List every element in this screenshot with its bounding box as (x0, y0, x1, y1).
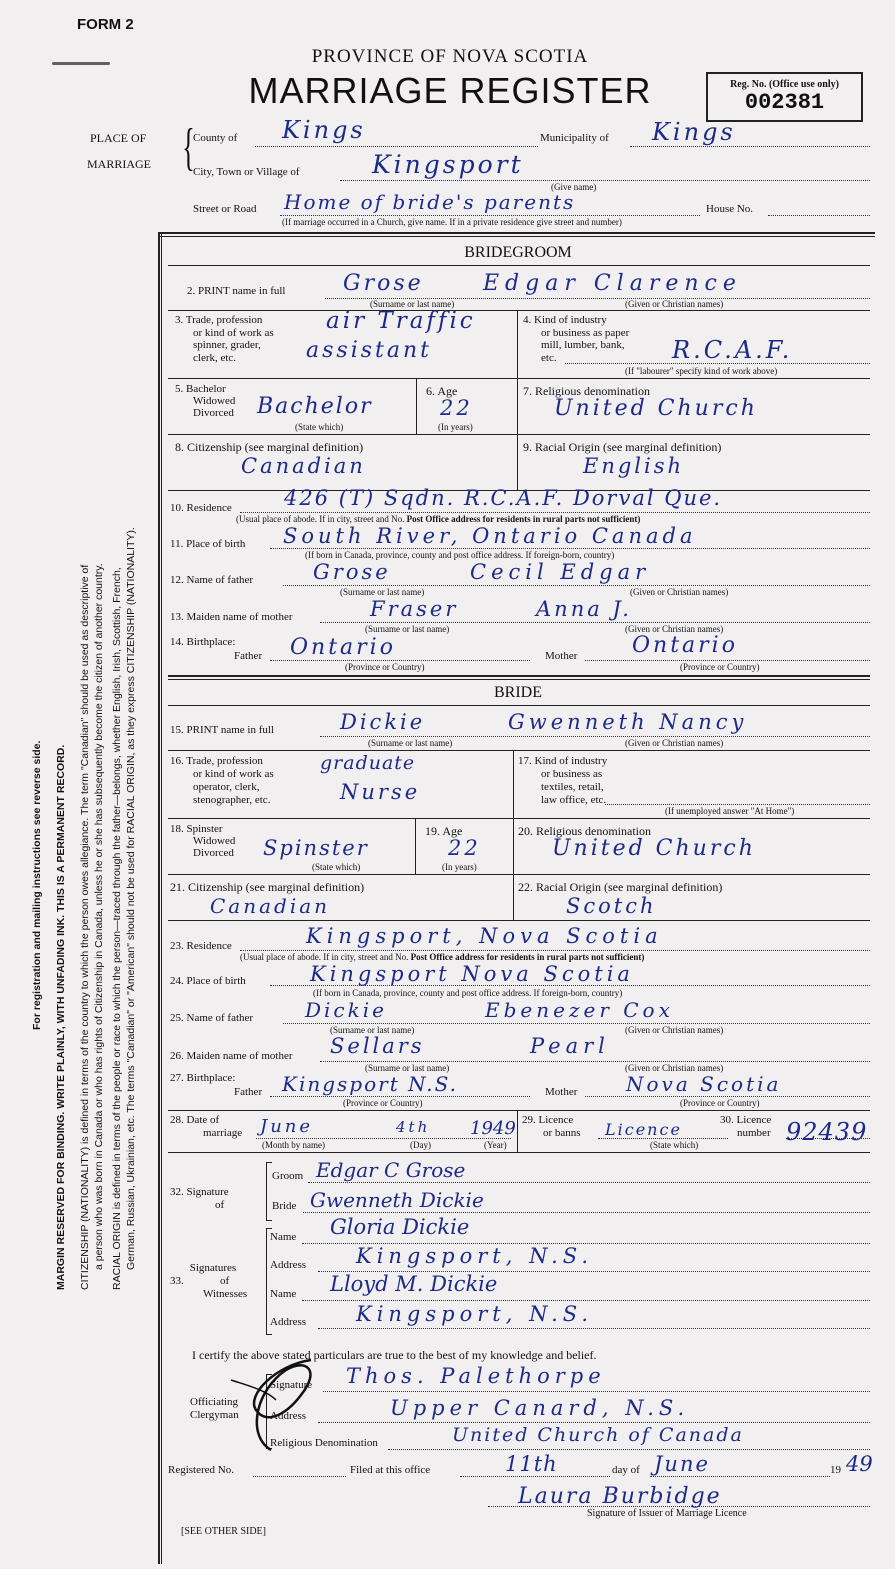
margin-line-6: German, Russian, Ukrainian, etc. The terms "Canadian" or "American" should not be used for RACIAL ORIGIN, as they express CITIZENSHIP (NATIONALITY). (125, 527, 137, 1270)
groom-trade-2: assistant (306, 338, 432, 363)
groom-given: Edgar Clarence (483, 271, 742, 296)
margin-line-3: CITIZENSHIP (NATIONALITY) is defined in terms of the country to which the person owes allegiance. The term "Canadian" should be used as descriptive of (79, 564, 91, 1290)
groom-industry-hint: (If "labourer" specify kind of work above) (625, 366, 778, 376)
groom-religion: United Church (554, 396, 758, 421)
bride-father-birthplace: Kingsport N.S. (282, 1072, 459, 1096)
bride-given-hint: (Given or Christian names) (625, 738, 724, 748)
q14-father-label: Father (234, 650, 263, 662)
form-label: FORM 2 (77, 16, 134, 33)
filed-day: 11th (505, 1452, 558, 1476)
street-label: Street or Road (193, 203, 257, 215)
groom-father-given: Cecil Edgar (470, 560, 651, 584)
day-of-label: day of (612, 1464, 640, 1476)
mother-given-hint-1: (Given or Christian names) (625, 624, 724, 634)
q7-label: 7. Religious denomination (523, 384, 650, 398)
bride-signature: Gwenneth Dickie (310, 1188, 484, 1212)
religious-denomination-label: Religious Denomination (270, 1437, 378, 1449)
q24-label: 24. Place of birth (170, 975, 246, 987)
bride-birthplace: Kingsport Nova Scotia (310, 962, 634, 986)
q10-label: 10. Residence (170, 502, 232, 514)
reg-no-label: Reg. No. (Office use only) (730, 79, 839, 90)
groom-given-hint: (Given or Christian names) (625, 299, 724, 309)
clergy-label: Officiating Clergyman (190, 1396, 239, 1421)
q27-father-label: Father (234, 1086, 263, 1098)
groom-residence: 426 (T) Sqdn. R.C.A.F. Dorval Que. (284, 486, 723, 510)
province-hint-2a: (Province or Country) (343, 1098, 423, 1108)
witness1-address: Kingsport, N.S. (356, 1244, 594, 1268)
bride-citizenship: Canadian (210, 894, 331, 918)
q11-label: 11. Place of birth (170, 538, 246, 550)
q3-label: 3. Trade, profession or kind of work as spinner, grader, clerk, etc. (175, 314, 274, 364)
page-title: MARRIAGE REGISTER (248, 70, 652, 111)
certify-statement: I certify the above stated particulars are true to the best of my knowledge and belief. (192, 1348, 597, 1362)
marriage-month: June (260, 1116, 314, 1137)
bride-mother-surname: Sellars (330, 1034, 425, 1058)
province-heading: PROVINCE OF NOVA SCOTIA (311, 46, 589, 67)
city-label: City, Town or Village of (193, 166, 300, 178)
groom-status: Bachelor (257, 394, 373, 419)
groom-mother-surname: Fraser (370, 597, 459, 621)
year-hint: (Year) (484, 1140, 507, 1150)
q33-label: 33.Signatures of Witnesses (170, 1262, 248, 1300)
bride-surname: Dickie (340, 710, 426, 734)
bride-trade-1: graduate (320, 752, 416, 774)
bride-surname-hint: (Surname or last name) (368, 738, 453, 748)
q23-label: 23. Residence (170, 940, 232, 952)
reg-no-box (706, 72, 863, 122)
bride-residence: Kingsport, Nova Scotia (306, 924, 663, 948)
brace-icon: { (182, 119, 195, 176)
filed-label: Filed at this office (350, 1464, 431, 1476)
q30-label: 30. Licence number (720, 1114, 772, 1139)
mother-surname-hint-2: (Surname or last name) (365, 1063, 450, 1073)
q18-label: 18. Spinster Widowed Divorced (170, 823, 236, 859)
q16-label: 16. Trade, profession or kind of work as operator, clerk, stenographer, etc. (170, 755, 274, 806)
q15-label: 15. PRINT name in full (170, 724, 274, 736)
bride-father-given: Ebenezer Cox (485, 998, 674, 1022)
bride-trade-2: Nurse (340, 780, 421, 804)
groom-surname: Grose (343, 271, 424, 296)
issuer-label: Signature of Issuer of Marriage Licence (587, 1508, 747, 1519)
q13-label: 13. Maiden name of mother (170, 611, 293, 623)
province-hint-1b: (Province or Country) (680, 662, 760, 672)
margin-line-4: a person who was born in Canada or who has rights of Citizenship in Canada, unless he or she has subsequently become the citizen of another country. (93, 563, 105, 1270)
witness1-name: Gloria Dickie (330, 1215, 470, 1239)
registered-no-label: Registered No. (168, 1464, 234, 1476)
residence-hint-1: (Usual place of abode. If in city, street and No. Post Office address for residents in rural parts not sufficient) (236, 514, 641, 524)
q14-label: 14. Birthplace: (170, 636, 236, 648)
q5-label: 5. Bachelor Widowed Divorced (175, 383, 236, 419)
q9-label: 9. Racial Origin (see marginal definition) (523, 440, 722, 454)
street-value: Home of bride's parents (284, 190, 576, 214)
bride-mother-birthplace: Nova Scotia (626, 1072, 782, 1096)
q20-label: 20. Religious denomination (518, 824, 651, 838)
clergy-denomination: United Church of Canada (452, 1424, 744, 1446)
father-given-hint-1: (Given or Christian names) (630, 587, 729, 597)
father-surname-hint-2: (Surname or last name) (330, 1025, 415, 1035)
margin-line-5: RACIAL ORIGIN is defined in terms of the people or race to which the person—traced through the father—belongs, whether English, Irish, Scottish, French, (111, 567, 123, 1290)
groom-in-years: (In years) (438, 422, 473, 432)
street-hint: (If marriage occurred in a Church, give name. If in a private residence give street and number) (282, 217, 622, 227)
mother-surname-hint-1: (Surname or last name) (365, 624, 450, 634)
licence-or-banns: Licence (605, 1120, 682, 1139)
bride-state-which: (State which) (312, 862, 361, 872)
q19-label: 19. Age (425, 824, 463, 838)
witness2-name-label: Name (270, 1288, 297, 1300)
q14-mother-label: Mother (545, 650, 578, 662)
clergy-signature: Thos. Palethorpe (346, 1364, 606, 1388)
q4-label: 4. Kind of industry or business as paper mill, lumber, bank, etc. (523, 314, 630, 364)
q29-label: 29. Licence or banns (522, 1114, 581, 1139)
bride-sig-label: Bride (272, 1200, 297, 1212)
marriage-day: 4th (396, 1118, 431, 1136)
q22-label: 22. Racial Origin (see marginal definition) (518, 880, 723, 894)
groom-sig-label: Groom (272, 1170, 304, 1182)
issuer-signature: Laura Burbidge (518, 1484, 722, 1509)
margin-line-1: For registration and mailing instructions see reverse side. (31, 740, 43, 1030)
bride-mother-given: Pearl (530, 1034, 610, 1058)
bride-racial-origin: Scotch (566, 894, 657, 918)
filed-year: 49 (846, 1452, 873, 1476)
licence-state-which: (State which) (650, 1140, 699, 1150)
groom-surname-hint: (Surname or last name) (370, 299, 455, 309)
signature-scribble-icon (226, 1340, 336, 1460)
q25-label: 25. Name of father (170, 1012, 254, 1024)
q6-label: 6. Age (426, 384, 458, 398)
filed-month: June (654, 1452, 710, 1476)
bride-industry-hint: (If unemployed answer "At Home") (665, 806, 795, 816)
groom-racial-origin: English (583, 454, 685, 478)
groom-father-birthplace: Ontario (290, 635, 396, 660)
province-hint-2b: (Province or Country) (680, 1098, 760, 1108)
licence-number: 92439 (786, 1118, 868, 1146)
groom-age: 22 (440, 396, 473, 420)
witness2-address-label: Address (270, 1316, 307, 1328)
give-name-hint: (Give name) (551, 182, 597, 192)
marriage-label: MARRIAGE (87, 157, 152, 171)
groom-signature: Edgar C Grose (316, 1158, 466, 1182)
groom-citizenship: Canadian (241, 454, 366, 478)
witness1-name-label: Name (270, 1231, 297, 1243)
see-other-side: [SEE OTHER SIDE] (181, 1526, 266, 1537)
county-value: Kings (282, 116, 366, 144)
q27-label: 27. Birthplace: (170, 1072, 236, 1084)
witness1-address-label: Address (270, 1259, 307, 1271)
municipality-value: Kings (652, 118, 736, 146)
groom-birthplace: South River, Ontario Canada (283, 524, 697, 548)
groom-mother-birthplace: Ontario (632, 633, 738, 658)
q17-label: 17. Kind of industry or business as textiles, retail, law office, etc. (518, 755, 608, 806)
margin-line-2: MARGIN RESERVED FOR BINDING. WRITE PLAINLY, WITH UNFADING INK. THIS IS A PERMANENT RECORD. (55, 744, 67, 1290)
birthplace-hint-2: (If born in Canada, province, county and post office address. If foreign-born, country) (313, 988, 623, 998)
year-prefix: 19 (830, 1464, 841, 1476)
q21-label: 21. Citizenship (see marginal definition) (170, 880, 365, 894)
groom-state-which: (State which) (295, 422, 344, 432)
clergy-address-label: Address (270, 1410, 307, 1422)
q8-label: 8. Citizenship (see marginal definition) (175, 440, 364, 454)
witness2-name: Lloyd M. Dickie (330, 1272, 498, 1296)
province-hint-1a: (Province or Country) (345, 662, 425, 672)
residence-hint-2: (Usual place of abode. If in city, street and No. Post Office address for residents in rural parts not sufficient) (240, 952, 645, 962)
q2-label: 2. PRINT name in full (187, 285, 286, 297)
clergy-signature-label: Signature (270, 1379, 313, 1391)
reg-no-value: 002381 (744, 90, 825, 115)
municipality-label: Municipality of (540, 132, 609, 144)
bride-status: Spinster (263, 836, 369, 860)
q32-label: 32. Signature of (170, 1186, 229, 1211)
q27-mother-label: Mother (545, 1086, 578, 1098)
groom-father-surname: Grose (313, 560, 391, 584)
q28-label: 28. Date of marriage (170, 1114, 243, 1139)
marriage-year: 1949 (470, 1118, 516, 1139)
q12-label: 12. Name of father (170, 574, 254, 586)
bridegroom-heading: BRIDEGROOM (464, 244, 572, 261)
q26-label: 26. Maiden name of mother (170, 1050, 293, 1062)
bride-given: Gwenneth Nancy (508, 710, 748, 734)
place-of-label: PLACE OF (90, 131, 147, 145)
bride-in-years: (In years) (442, 862, 477, 872)
bride-religion: United Church (552, 836, 756, 861)
margin-instructions (30, 270, 150, 1290)
bride-age: 22 (448, 836, 481, 860)
bride-heading: BRIDE (494, 684, 542, 701)
father-surname-hint-1: (Surname or last name) (340, 587, 425, 597)
father-given-hint-2: (Given or Christian names) (625, 1025, 724, 1035)
clergy-address: Upper Canard, N.S. (390, 1396, 690, 1420)
city-value: Kingsport (372, 150, 524, 179)
house-no-label: House No. (706, 203, 754, 215)
bride-father-surname: Dickie (305, 998, 387, 1022)
groom-trade-1: air Traffic (326, 308, 476, 334)
ink-mark (52, 62, 110, 65)
groom-industry: R.C.A.F. (672, 336, 793, 364)
groom-mother-given: Anna J. (536, 597, 632, 621)
county-label: County of (193, 132, 238, 144)
month-hint: (Month by name) (262, 1140, 325, 1150)
witness2-address: Kingsport, N.S. (356, 1302, 594, 1326)
day-hint: (Day) (410, 1140, 431, 1150)
birthplace-hint-1: (If born in Canada, province, county and post office address. If foreign-born, country) (305, 550, 615, 560)
mother-given-hint-2: (Given or Christian names) (625, 1063, 724, 1073)
